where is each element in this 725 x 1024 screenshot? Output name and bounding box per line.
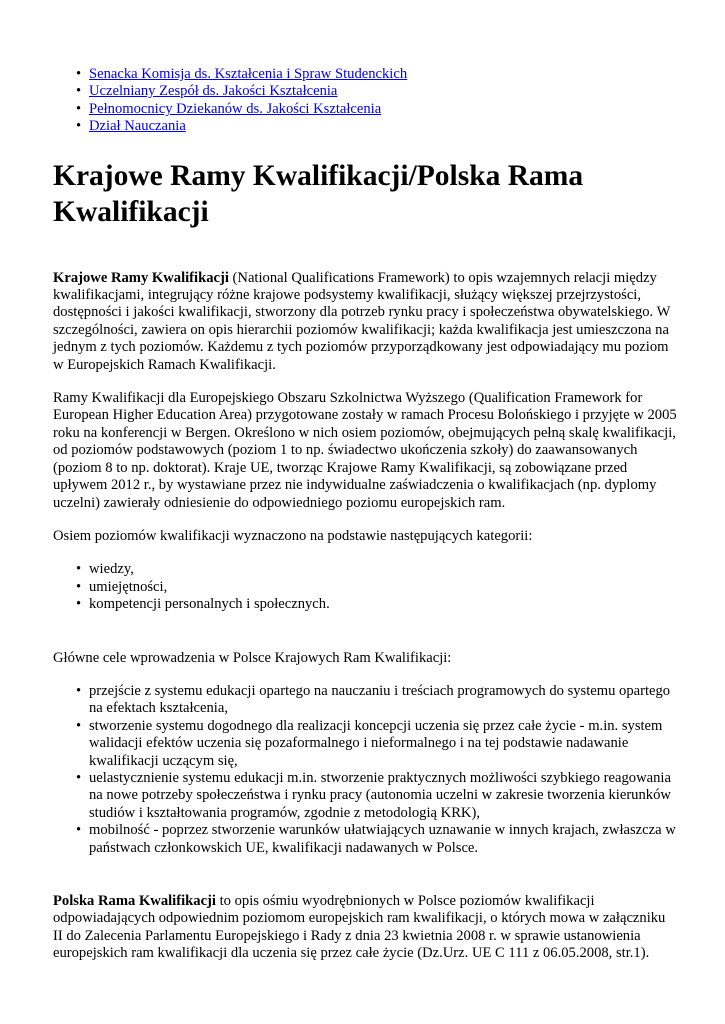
list-item — [89, 118, 677, 135]
intro-paragraph — [53, 270, 677, 374]
intro-term: Krajowe Ramy Kwalifikacji — [53, 269, 229, 286]
link-quality-team[interactable]: Uczelniany Zespół ds. Jakości Kształcenia — [89, 83, 338, 100]
list-item: • wiedzy, — [89, 561, 677, 578]
list-item — [89, 83, 677, 100]
bologna-paragraph: Ramy Kwalifikacji dla Europejskiego Obszaru Szkolnictwa Wyższego (Qualification Framework for European Higher Education Area) przygotowane zostały w ramach Procesu Bolońskiego i przyjęte w 2005 roku na konferencji w Bergen. Określono w nich osiem poziomów, obejmujących pełną skalę kwalifikacji, od poziomów podstawowych (poziom 1 to np. świadectwo ukończenia szkoły) do zaawansowanych (poziom 8 to np. doktorat). Kraje UE, tworząc Krajowe Ramy Kwalifikacji, są zobowiązane przed upływem 2012 r., by wystawiane przez nie indywidualne zaświadczenia o kwalifikacjach (np. dyplomy uczelni) zawierały odniesienie do odpowiedniego poziomu europejskich ram. — [53, 390, 677, 511]
categories-list — [53, 561, 677, 613]
list-item: • mobilność - poprzez stworzenie warunków ułatwiających uznawanie w innych krajach, zwłaszcza w państwach członkowskich UE, kwalifikacji nadawanych w Polsce. — [89, 822, 677, 857]
nav-link-list — [53, 66, 677, 136]
list-item: • kompetencji personalnych i społecznych. — [89, 596, 677, 613]
list-item — [89, 101, 677, 118]
list-item: • stworzenie systemu dogodnego dla realizacji koncepcji uczenia się przez całe życie - m.in. system walidacji efektów uczenia się pozaformalnego i nieformalnego i na tej podstawie nadawanie kwalifikacji uczącym się, — [89, 718, 677, 770]
link-senate-commission[interactable]: Senacka Komisja ds. Kształcenia i Spraw Studenckich — [89, 66, 408, 82]
list-item: • uelastycznienie systemu edukacji m.in. stworzenie praktycznych możliwości szybkiego reagowania na nowe potrzeby społeczeństwa i rynku pracy (autonomia uczelni w zakresie tworzenia kierunków studiów i kształtowania programów, zgodnie z metodologią KRK), — [89, 770, 677, 822]
prk-term: Polska Rama Kwalifikacji — [53, 893, 216, 909]
intro-text: (National Qualifications Framework) to opis wzajemnych relacji między kwalifikacjami, integrujący różne krajowe podsystemy kwalifikacji, służący większej przejrzystości, dostępności i jakości kwalifikacji, stworzony dla potrzeb rynku pracy i społeczeństwa obywatelskiego. W szczególności, zawiera on opis hierarchii poziomów kwalifikacji; każda kwalifikacja jest umieszczona na jednym z tych poziomów. Każdemu z tych poziomów przyporządkowany jest odpowiadający mu poziom w Europejskich Ramach Kwalifikacji. — [53, 269, 671, 373]
prk-text: to opis ośmiu wyodrębnionych w Polsce poziomów kwalifikacji odpowiadających odpowiednim poziomom europejskich ram kwalifikacji, o których mowa w załączniku II do Zalecenia Parlamentu Europejskiego i Rady z dnia 23 kwietnia 2008 r. w sprawie ustanowienia europejskich ram kwalifikacji dla uczenia się przez całe życie (Dz.Urz. UE C 111 z 06.05.2008, str.1). — [53, 893, 666, 962]
list-item — [89, 66, 677, 83]
list-item: • umiejętności, — [89, 579, 677, 596]
prk-paragraph — [53, 893, 677, 963]
link-dean-representatives[interactable]: Pełnomocnicy Dziekanów ds. Jakości Kształcenia — [89, 100, 382, 117]
goals-intro: Główne cele wprowadzenia w Polsce Krajowych Ram Kwalifikacji: — [53, 649, 452, 666]
categories-intro: Osiem poziomów kwalifikacji wyznaczono na podstawie następujących kategorii: — [53, 527, 533, 544]
link-teaching-department[interactable]: Dział Nauczania — [89, 118, 186, 135]
goals-list — [53, 683, 677, 857]
page-title: Krajowe Ramy Kwalifikacji/Polska Rama Kwalifikacji — [53, 159, 584, 228]
list-item: • przejście z systemu edukacji opartego na nauczaniu i treściach programowych do systemu opartego na efektach kształcenia, — [89, 683, 677, 718]
